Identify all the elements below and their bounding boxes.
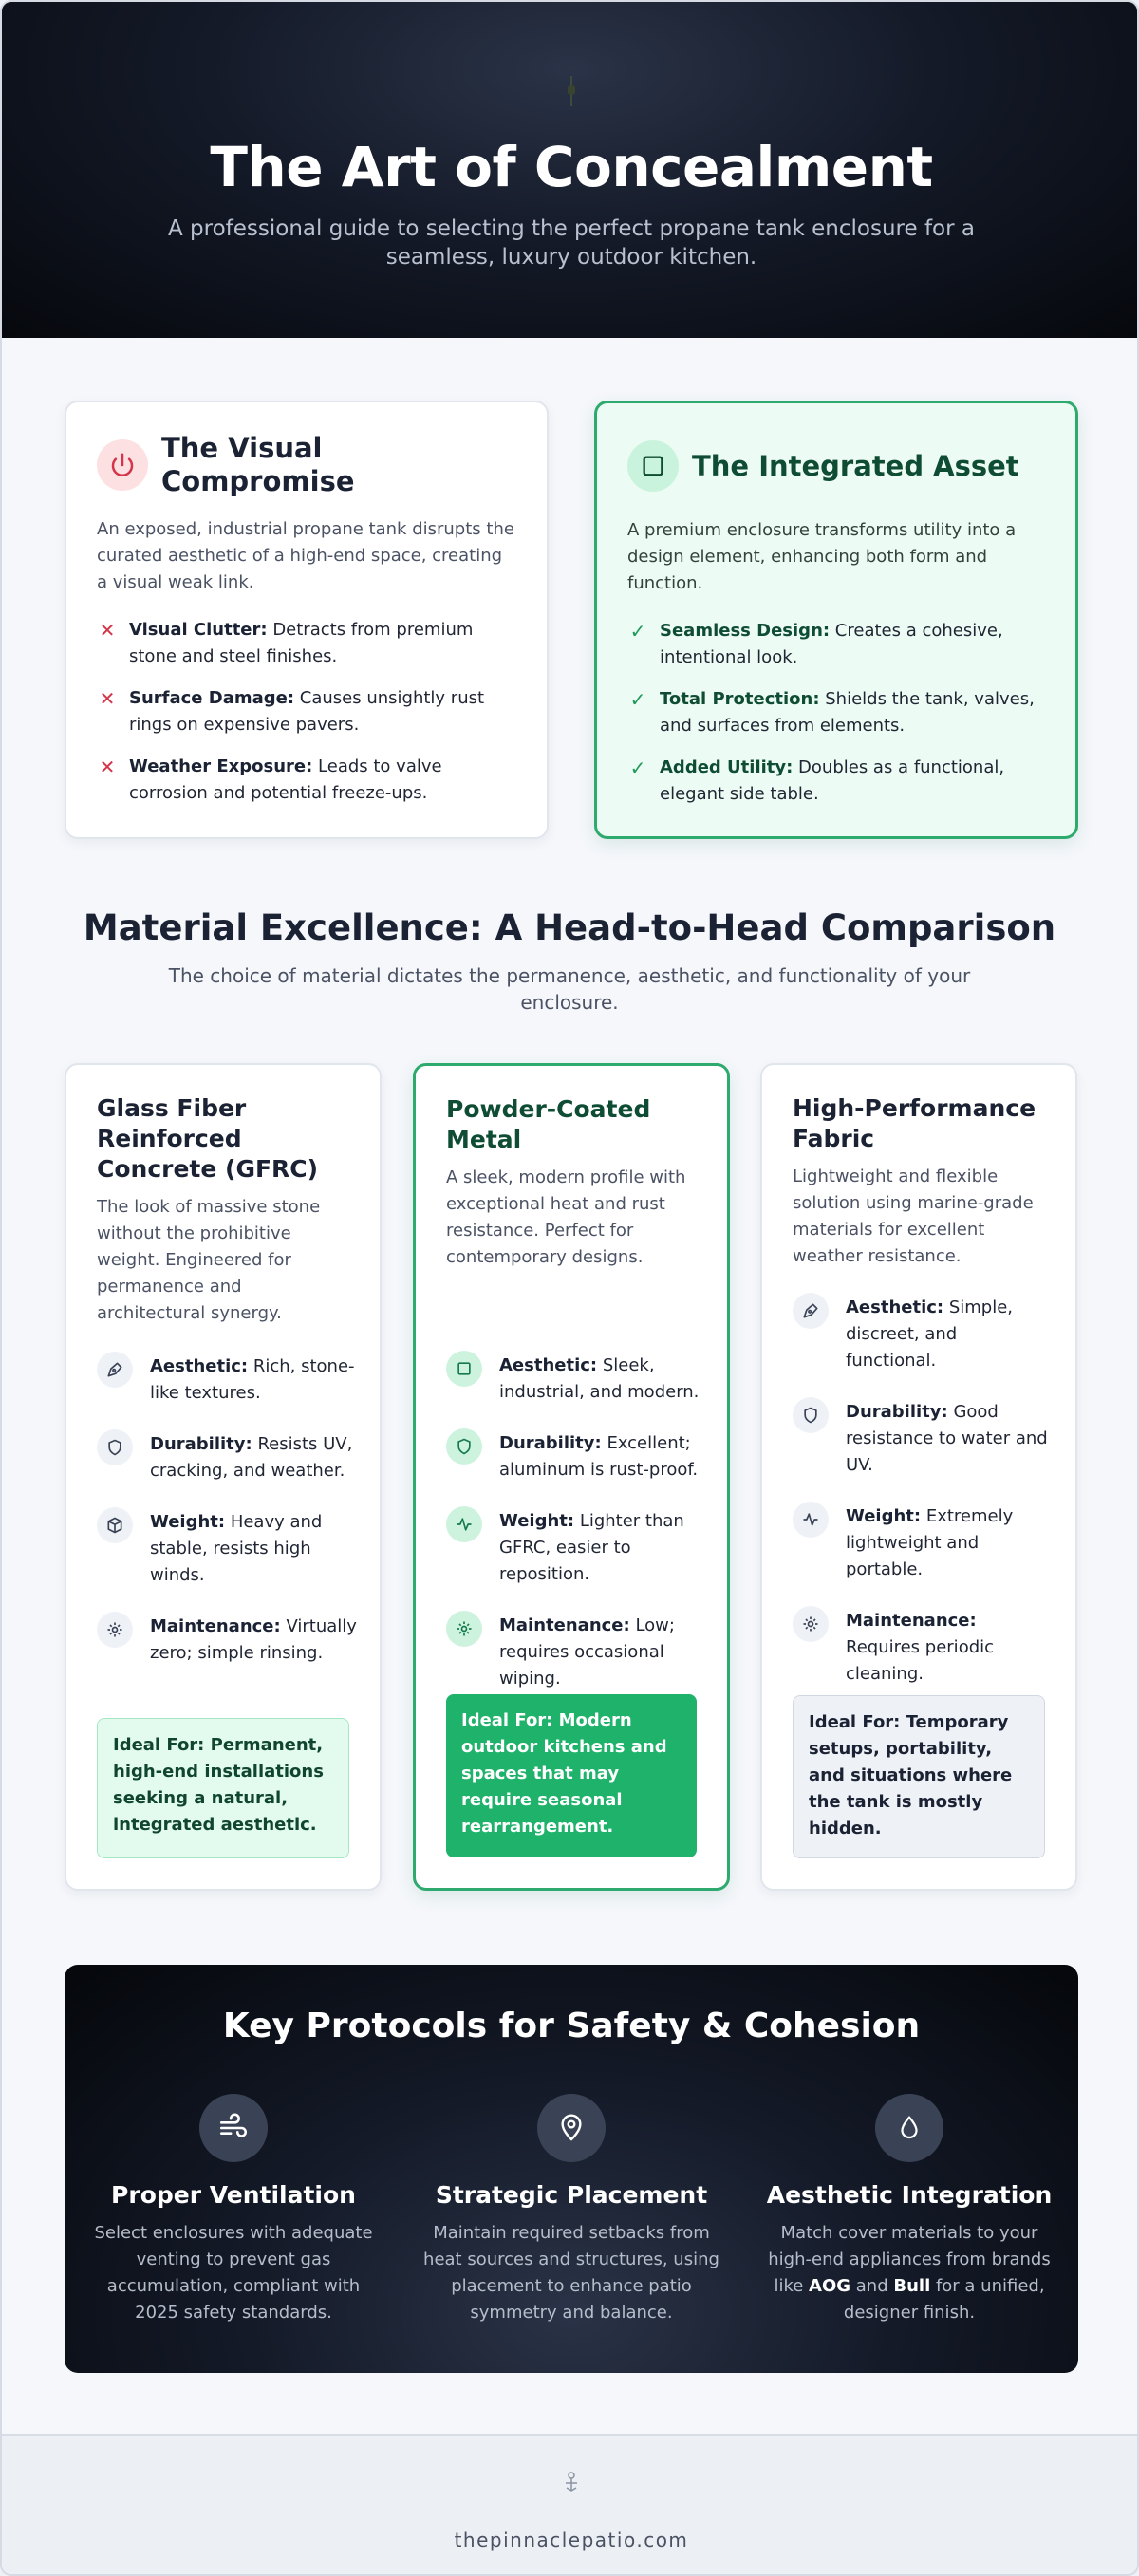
attr-label: Aesthetic: [150, 1356, 249, 1376]
protocol-integration [750, 2094, 1069, 2326]
item-label: Seamless Design: [660, 621, 831, 641]
attr-text: Excellent; aluminum is rust-proof. [499, 1433, 699, 1480]
problem-list [97, 617, 516, 807]
attr-text: Resists UV, cracking, and weather. [150, 1434, 353, 1481]
activity-icon [446, 1506, 482, 1542]
attribute-durability [793, 1397, 1053, 1479]
page-title: The Art of Concealment [210, 135, 933, 199]
check-icon: ✓ [629, 688, 646, 711]
item-text: Shields the tank, valves, and surfaces from elements. [660, 689, 1035, 736]
brand-name: Bull [893, 2276, 931, 2296]
attr-text: Rich, stone-like textures. [150, 1356, 355, 1403]
attribute-maintenance [793, 1606, 1053, 1688]
droplet-icon [875, 2094, 943, 2162]
attr-text: Lighter than GFRC, easier to reposition. [499, 1511, 684, 1584]
solution-description: A premium enclosure transforms utility into a design element, enhancing both form and function. [627, 520, 1017, 593]
attr-label: Durability: [846, 1402, 948, 1422]
shield-icon [97, 1429, 133, 1465]
problem-description: An exposed, industrial propane tank disrupts the curated aesthetic of a high-end space, creating a visual weak link. [97, 519, 514, 592]
attr-label: Aesthetic: [846, 1297, 944, 1317]
problem-title: The Visual Compromise [161, 432, 355, 497]
attr-label: Weight: [846, 1506, 922, 1526]
material-title: Powder-Coated Metal [446, 1095, 651, 1153]
footer [2, 2434, 1139, 2576]
item-text: Creates a cohesive, intentional look. [660, 621, 1003, 667]
list-item [627, 686, 1045, 739]
item-label: Weather Exposure: [129, 756, 313, 776]
protocol-ventilation [74, 2094, 393, 2326]
solution-list [627, 618, 1045, 808]
map-pin-icon [537, 2094, 606, 2162]
attr-label: Aesthetic: [499, 1355, 598, 1375]
sparkle-icon [446, 1611, 482, 1647]
shield-icon [446, 1428, 482, 1465]
protocol-title: Strategic Placement [435, 2181, 708, 2209]
attribute-durability [446, 1428, 704, 1484]
attr-label: Weight: [150, 1512, 226, 1532]
sparkle-icon [793, 1606, 829, 1642]
ideal-for-box: Ideal For: Permanent, high-end installations seeking a natural, integrated aesthetic. [97, 1718, 349, 1858]
attribute-weight [97, 1507, 357, 1589]
item-label: Visual Clutter: [129, 620, 268, 640]
pen-tool-icon [793, 1293, 829, 1329]
power-icon [97, 439, 148, 491]
material-card-fabric [760, 1063, 1077, 1891]
attr-text: Good resistance to water and UV. [846, 1402, 1048, 1475]
list-item [627, 618, 1045, 671]
protocol-placement [412, 2094, 731, 2326]
flame-logo-icon [564, 74, 579, 108]
protocol-text: Select enclosures with adequate venting to prevent gas accumulation, compliant with 2025 safety standards. [94, 2223, 373, 2323]
x-icon: ✕ [99, 687, 116, 710]
attr-label: Maintenance: [150, 1616, 281, 1636]
square-icon [446, 1351, 482, 1387]
solution-card [594, 401, 1078, 839]
solution-title: The Integrated Asset [692, 449, 1019, 482]
attr-text: Low; requires occasional wiping. [499, 1615, 675, 1689]
attribute-maintenance [446, 1611, 704, 1692]
attr-text: Simple, discreet, and functional. [846, 1297, 1014, 1371]
attribute-weight [446, 1506, 704, 1588]
attr-text: Requires periodic cleaning. [846, 1637, 995, 1684]
material-title: Glass Fiber Reinforced Concrete (GFRC) [97, 1094, 319, 1183]
item-label: Added Utility: [660, 757, 794, 777]
material-card-metal [413, 1063, 730, 1891]
attr-text: Virtually zero; simple rinsing. [150, 1616, 357, 1663]
attribute-maintenance [97, 1612, 357, 1667]
item-text: Doubles as a functional, elegant side table. [660, 757, 1005, 804]
hero-banner [2, 2, 1139, 338]
text-segment: for a unified, designer finish. [843, 2276, 1045, 2323]
attr-text: Sleek, industrial, and modern. [499, 1355, 700, 1402]
protocol-title: Proper Ventilation [111, 2181, 356, 2209]
list-item [97, 685, 516, 738]
x-icon: ✕ [99, 756, 116, 778]
attr-label: Maintenance: [846, 1611, 977, 1631]
square-icon [627, 440, 679, 492]
text-segment: Match cover materials to your high-end appliances from brands like [768, 2223, 1051, 2296]
attr-label: Durability: [150, 1434, 252, 1454]
material-card-gfrc [65, 1063, 382, 1891]
section-subtitle: The choice of material dictates the permanence, aesthetic, and functionality of your enclosure. [168, 964, 971, 1014]
material-description: A sleek, modern profile with exceptional heat and rust resistance. Perfect for contemporary designs. [446, 1167, 686, 1267]
attribute-aesthetic [97, 1352, 357, 1407]
attribute-aesthetic [793, 1293, 1053, 1374]
list-item [627, 755, 1045, 808]
text-segment: and [850, 2276, 894, 2296]
site-url[interactable]: thepinnaclepatio.com [454, 2529, 689, 2551]
attr-text: Extremely lightweight and portable. [846, 1506, 1014, 1579]
shield-icon [793, 1397, 829, 1433]
protocols-title: Key Protocols for Safety & Cohesion [222, 2007, 921, 2045]
pen-tool-icon [97, 1352, 133, 1388]
brand-name: AOG [809, 2276, 851, 2296]
protocols-panel [65, 1965, 1078, 2373]
protocol-text: Maintain required setbacks from heat sources and structures, using placement to enhance patio symmetry and balance. [423, 2223, 719, 2323]
attribute-durability [97, 1429, 357, 1484]
protocol-text [750, 2220, 1069, 2326]
attr-label: Maintenance: [499, 1615, 630, 1635]
wind-icon [199, 2094, 268, 2162]
material-description: Lightweight and flexible solution using marine-grade materials for excellent weather resistance. [793, 1167, 1034, 1266]
item-text: Causes unsightly rust rings on expensive pavers. [129, 688, 485, 735]
item-label: Surface Damage: [129, 688, 295, 708]
material-title: High-Performance Fabric [793, 1094, 1036, 1152]
problem-card [65, 401, 549, 839]
attr-text: Heavy and stable, resists high winds. [150, 1512, 323, 1585]
activity-icon [793, 1502, 829, 1538]
box-icon [97, 1507, 133, 1543]
check-icon: ✓ [629, 756, 646, 779]
item-label: Total Protection: [660, 689, 820, 709]
attr-label: Weight: [499, 1511, 575, 1531]
material-description: The look of massive stone without the prohibitive weight. Engineered for permanence and architectural synergy. [97, 1197, 321, 1323]
ideal-for-box: Ideal For: Modern outdoor kitchens and spaces that may require seasonal rearrangement. [446, 1694, 697, 1857]
protocol-title: Aesthetic Integration [766, 2181, 1053, 2209]
list-item [97, 754, 516, 807]
ideal-for-box: Ideal For: Temporary setups, portability, and situations where the tank is mostly hidden. [793, 1695, 1045, 1858]
footer-logo-icon [562, 2470, 581, 2492]
attribute-aesthetic [446, 1351, 704, 1406]
list-item [97, 617, 516, 670]
x-icon: ✕ [99, 619, 116, 642]
attribute-weight [793, 1502, 1053, 1583]
section-title: Material Excellence: A Head-to-Head Comparison [83, 907, 1056, 948]
check-icon: ✓ [629, 620, 646, 643]
page-subtitle: A professional guide to selecting the perfect propane tank enclosure for a seamless, luxury outdoor kitchen. [168, 216, 975, 270]
item-text: Leads to valve corrosion and potential freeze-ups. [129, 756, 442, 803]
item-text: Detracts from premium stone and steel finishes. [129, 620, 474, 666]
attr-label: Durability: [499, 1433, 602, 1453]
sparkle-icon [97, 1612, 133, 1648]
